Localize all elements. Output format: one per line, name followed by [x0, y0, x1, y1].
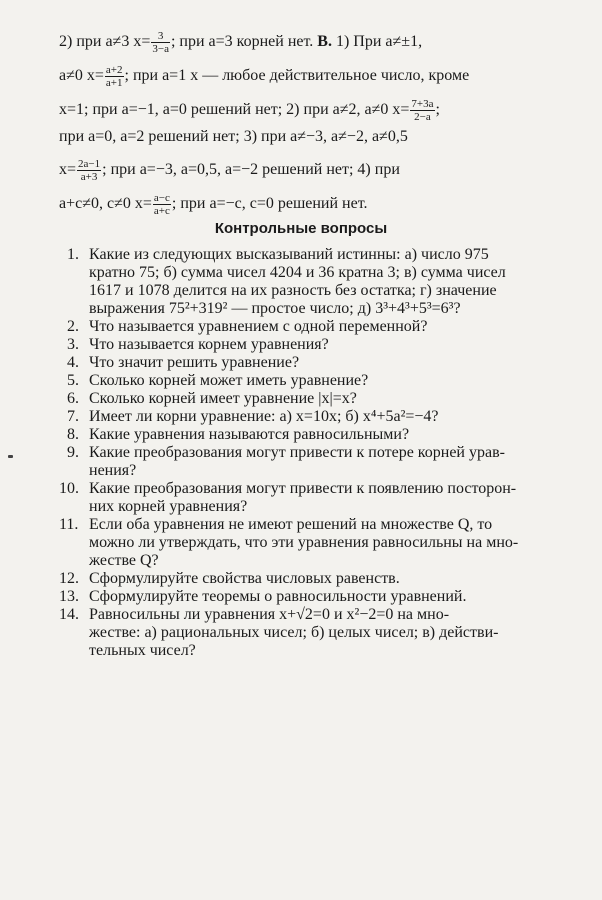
- answer-text: x=: [59, 161, 77, 179]
- question-number: 3.: [67, 336, 79, 353]
- question-line: Что значит решить уравнение?: [89, 354, 300, 371]
- question-number: 9.: [67, 444, 79, 461]
- answer-text: ;: [435, 101, 440, 119]
- fraction-numerator: 7+3a: [411, 98, 434, 110]
- question-line: Сформулируйте свойства числовых равенств.: [89, 570, 400, 587]
- question-line: Сколько корней имеет уравнение |x|=x?: [89, 390, 357, 407]
- question-line: жестве Q?: [89, 552, 159, 569]
- question-text: [89, 444, 557, 480]
- question-number: 5.: [67, 372, 79, 389]
- question-number: 8.: [67, 426, 79, 443]
- answer-text: a≠3 x=: [105, 33, 151, 51]
- fraction: [151, 30, 170, 55]
- question-text: [89, 318, 557, 336]
- fraction: [153, 192, 171, 217]
- fraction: [410, 98, 434, 123]
- answer-line: [59, 30, 422, 55]
- question-line: Какие уравнения называются равносильными?: [89, 426, 410, 443]
- answer-text: a≠0 x=: [59, 67, 104, 85]
- question-text: [89, 336, 557, 354]
- question-line: кратно 75; б) сумма чисел 4204 и 36 кратна 3; в) сумма чисел: [89, 264, 506, 281]
- fraction-denominator: 3−a: [152, 43, 169, 55]
- fraction-numerator: 3: [151, 30, 170, 43]
- question-line: 1617 и 1078 делится на их разность без остатка; г) значение: [89, 282, 497, 299]
- answer-text: 1) При a≠±1,: [331, 33, 423, 51]
- scan-speck: [8, 455, 13, 458]
- question-number: 10.: [59, 480, 79, 497]
- fraction-numerator: a−c: [153, 192, 170, 204]
- fraction-denominator: 2−a: [414, 111, 431, 123]
- question-number: 4.: [67, 354, 79, 371]
- question-line: Если оба уравнения не имеют решений на множестве Q, то: [89, 516, 493, 533]
- question-number: 14.: [59, 606, 79, 623]
- answer-text: 2) при: [59, 33, 106, 51]
- question-line: нения?: [89, 462, 137, 479]
- section-heading: Контрольные вопросы: [214, 220, 388, 237]
- question-line: тельных чисел?: [89, 642, 196, 659]
- question-line: Какие преобразования могут привести к появлению посторон-: [89, 480, 517, 497]
- question-line: жестве: а) рациональных чисел; б) целых чисел; в) действи-: [89, 624, 499, 641]
- fraction-denominator: a+c: [153, 205, 170, 217]
- fraction-denominator: a+3: [80, 171, 98, 183]
- question-number: 6.: [67, 390, 79, 407]
- answer-text: при a=0, a=2 решений нет; 3) при a≠−3, a≠−2, a≠0,5: [59, 128, 408, 145]
- fraction: [77, 158, 101, 183]
- question-text: [89, 606, 557, 660]
- question-text: [89, 516, 557, 570]
- question-number: 7.: [67, 408, 79, 425]
- answer-text: x=1; при a=−1, a=0 решений нет; 2) при a≠2, a≠0 x=: [59, 101, 410, 119]
- question-line: Что называется корнем уравнения?: [89, 336, 329, 353]
- question-line: Имеет ли корни уравнение: а) x=10x; б) x⁴+5a²=−4?: [89, 408, 439, 425]
- question-text: [89, 390, 557, 408]
- fraction-numerator: 2a−1: [78, 158, 101, 170]
- question-text: [89, 426, 557, 444]
- answer-line: [59, 158, 400, 183]
- question-line: Какие из следующих высказываний истинны: а) число 975: [89, 246, 489, 263]
- question-text: [89, 570, 557, 588]
- question-number: 2.: [67, 318, 79, 335]
- answer-line: [59, 98, 440, 123]
- question-text: [89, 354, 557, 372]
- answer-text: ; при a=1 x — любое действительное число, кроме: [124, 67, 470, 85]
- answer-line: [59, 128, 408, 146]
- answer-line: [59, 192, 368, 217]
- question-text: [89, 246, 557, 318]
- question-line: Сколько корней может иметь уравнение?: [89, 372, 369, 389]
- question-line: Какие преобразования могут привести к потере корней урав-: [89, 444, 505, 461]
- fraction-numerator: a+2: [105, 64, 123, 76]
- question-text: [89, 372, 557, 390]
- answer-text: ; при a=−3, a=0,5, a=−2 решений нет; 4) при: [102, 161, 400, 179]
- answer-text: ; при a=−c, c=0 решений нет.: [171, 195, 368, 213]
- question-text: [89, 408, 557, 426]
- answer-text: a+c≠0, c≠0 x=: [59, 195, 152, 213]
- question-line: Что называется уравнением с одной переменной?: [89, 318, 428, 335]
- answer-text: ; при a=3 корней нет.: [170, 33, 318, 51]
- fraction: [105, 64, 124, 89]
- question-number: 1.: [67, 246, 79, 263]
- answer-label: В.: [317, 33, 332, 51]
- question-line: Равносильны ли уравнения x+√2=0 и x²−2=0 на мно-: [89, 606, 450, 623]
- question-text: [89, 588, 557, 606]
- question-line: можно ли утверждать, что эти уравнения равносильны на мно-: [89, 534, 519, 551]
- question-number: 13.: [59, 588, 79, 605]
- fraction-denominator: a+1: [105, 77, 123, 89]
- question-line: них корней уравнения?: [89, 498, 248, 515]
- question-line: Сформулируйте теоремы о равносильности уравнений.: [89, 588, 467, 605]
- question-text: [89, 480, 557, 516]
- question-line: выражения 75²+319² — простое число; д) 3³+4³+5³=6³?: [89, 300, 461, 317]
- question-number: 12.: [59, 570, 79, 587]
- question-number: 11.: [59, 516, 79, 533]
- answer-line: [59, 64, 469, 89]
